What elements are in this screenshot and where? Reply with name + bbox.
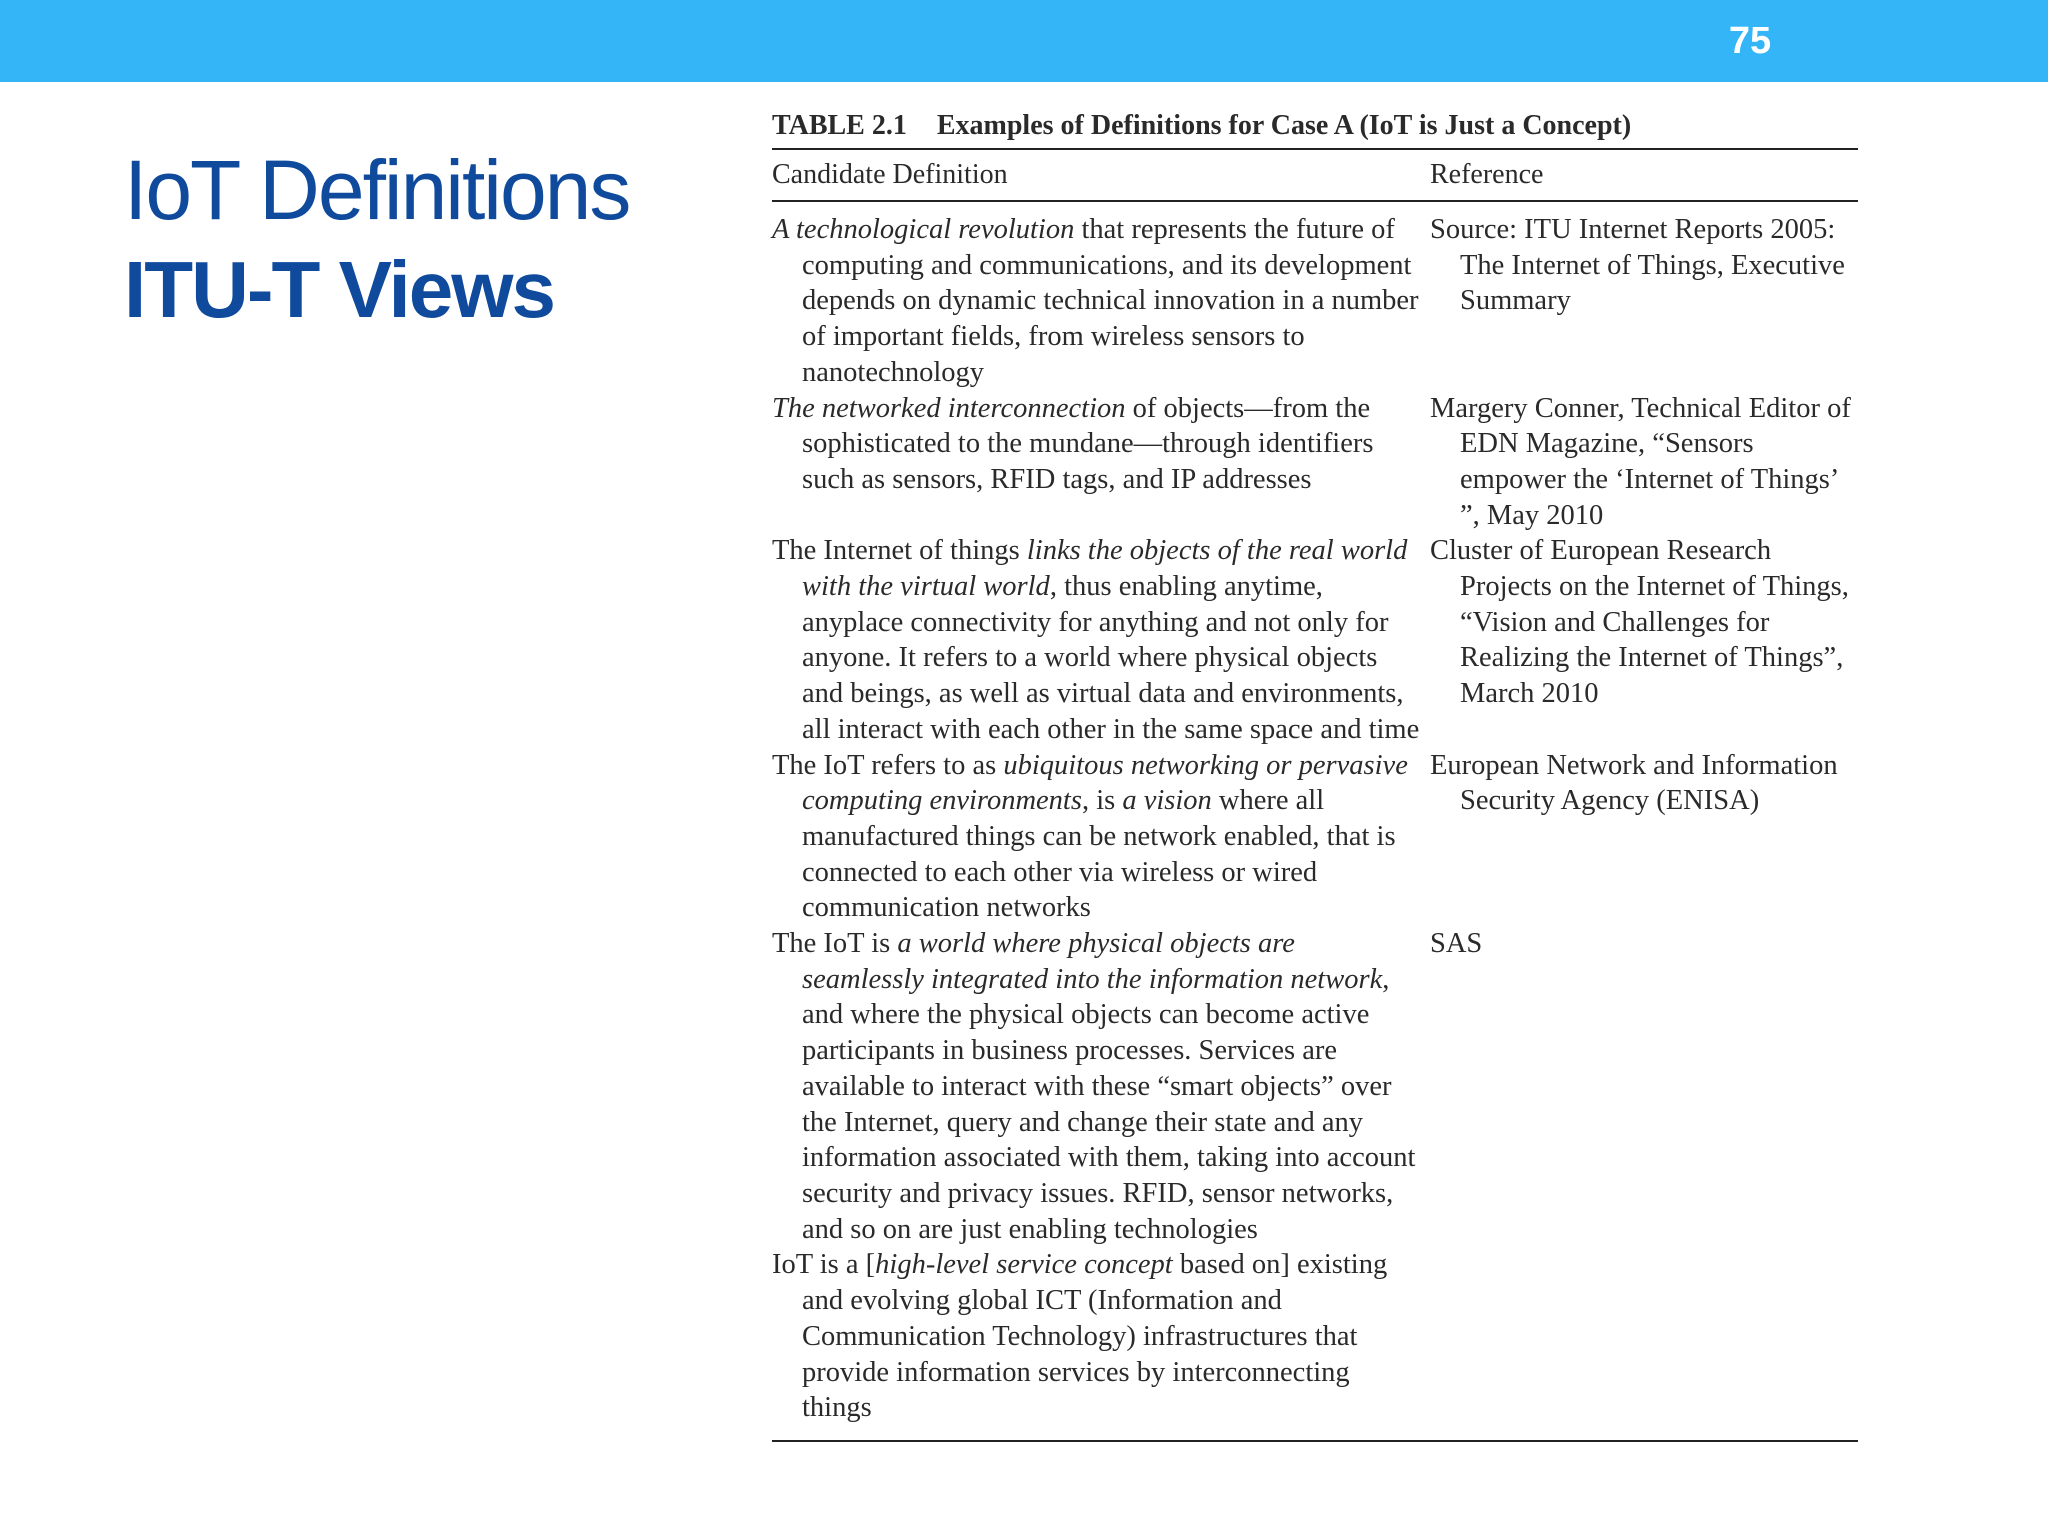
table-caption bbox=[772, 104, 1858, 148]
definition-text: , thus enabling anytime, anyplace connectivity for anything and not only for anyone. It refers to a world where physical objects and beings, as well as virtual data and environments, all interact with each other in the same space and time bbox=[802, 571, 1420, 745]
table-row bbox=[772, 391, 1858, 534]
definitions-table bbox=[772, 104, 1858, 1442]
definition-cell bbox=[772, 926, 1430, 1247]
table-row bbox=[772, 212, 1858, 391]
definition-text: The IoT refers to as bbox=[772, 749, 1004, 781]
definition-cell bbox=[772, 212, 1430, 391]
definition-text: of objects—from the sophisticated to the mundane—through identifiers such as sensors, RFID tags, and IP addresses bbox=[802, 392, 1374, 495]
title-line-1: IoT Definitions bbox=[124, 143, 630, 237]
table-bottom-rule bbox=[772, 1440, 1858, 1442]
slide-title bbox=[124, 140, 629, 340]
table-row bbox=[772, 926, 1858, 1247]
definition-text: , and where the physical objects can become active participants in business processes. Services are available to interact with these “smart objects” over the Internet, query and change their state and any information associated with them, taking into account security and privacy issues. RFID, sensor networks, and so on are just enabling technologies bbox=[802, 963, 1416, 1245]
definition-emphasis: A technological revolution bbox=[772, 214, 1075, 245]
reference-cell: Source: ITU Internet Reports 2005: The Internet of Things, Executive Summary bbox=[1430, 214, 1845, 317]
definition-cell bbox=[772, 391, 1430, 534]
definition-text: The IoT is bbox=[772, 928, 898, 960]
definition-emphasis: a world where physical objects are seamlessly integrated into the information network bbox=[802, 928, 1383, 995]
table-row bbox=[772, 533, 1858, 747]
table-caption-label: TABLE 2.1 bbox=[772, 110, 907, 141]
header-reference: Reference bbox=[1430, 159, 1544, 190]
table-row bbox=[772, 748, 1858, 927]
definition-text: based on] existing and evolving global ICT (Information and Communication Technology) infrastructures that provide information services by interconnecting things bbox=[802, 1249, 1388, 1424]
reference-cell: Margery Conner, Technical Editor of EDN Magazine, “Sensors empower the ‘Internet of Things’ ”, May 2010 bbox=[1430, 392, 1851, 531]
table-row bbox=[772, 1247, 1858, 1426]
definition-cell bbox=[772, 533, 1430, 747]
definition-emphasis: high-level service concept bbox=[875, 1249, 1173, 1281]
definition-emphasis: links the objects of the real world with the virtual world bbox=[802, 535, 1408, 603]
definition-text: where all manufactured things can be network enabled, that is connected to each other via wireless or wired communication networks bbox=[802, 785, 1396, 924]
title-line-2: ITU-T Views bbox=[124, 245, 554, 334]
definition-emphasis: ubiquitous networking or pervasive computing environments bbox=[802, 749, 1408, 817]
definition-text: IoT is a [ bbox=[772, 1249, 876, 1281]
definition-text: The Internet of things bbox=[772, 535, 1027, 567]
reference-cell: SAS bbox=[1430, 928, 1483, 960]
reference-cell bbox=[1430, 1247, 1858, 1426]
definition-cell bbox=[772, 1247, 1430, 1426]
header-candidate-definition: Candidate Definition bbox=[772, 159, 1008, 190]
definition-text: that represents the future of computing and communications, and its development depends on dynamic technical innovation in a number of important fields, from wireless sensors to nanotechnology bbox=[802, 214, 1419, 388]
definition-emphasis: a vision bbox=[1122, 785, 1212, 817]
slide-number: 75 bbox=[1728, 20, 1772, 62]
table-body bbox=[772, 202, 1858, 1426]
definition-text: , is bbox=[1081, 785, 1123, 817]
reference-cell: European Network and Information Security Agency (ENISA) bbox=[1430, 749, 1838, 817]
table-caption-text: Examples of Definitions for Case A (IoT is Just a Concept) bbox=[936, 110, 1632, 141]
reference-cell: Cluster of European Research Projects on the Internet of Things, “Vision and Challenges for Realizing the Internet of Things”, March 2010 bbox=[1430, 535, 1849, 710]
table-header-row bbox=[772, 150, 1858, 200]
definition-emphasis: The networked interconnection bbox=[772, 392, 1126, 424]
definition-cell bbox=[772, 748, 1430, 927]
